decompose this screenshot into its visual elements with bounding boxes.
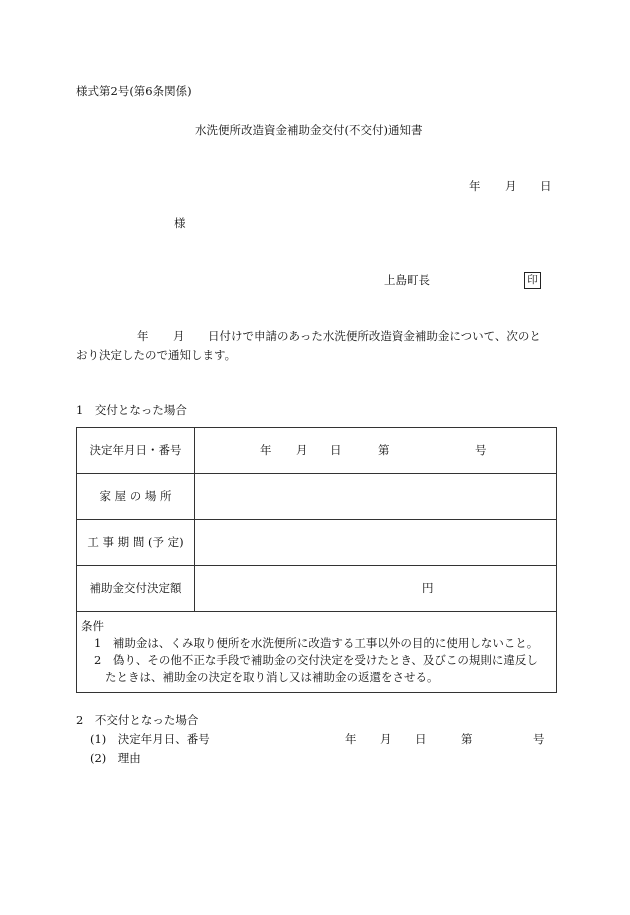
decision-dai-label: 第: [378, 443, 390, 457]
decision-year-label: 年: [260, 443, 272, 457]
date-year-label: 年: [469, 179, 481, 193]
grant-amount-label: 補助金交付決定額: [77, 566, 195, 611]
refusal-date-number-label: (1) 決定年月日、番号: [90, 732, 210, 746]
body-month-label: 月: [173, 329, 185, 343]
body-year-label: 年: [137, 329, 149, 343]
decision-date-number-label: 決定年月日・番号: [77, 428, 195, 473]
date-month-label: 月: [505, 179, 517, 193]
condition-item-1: 1 補助金は、くみ取り便所を水洗便所に改造する工事以外の目的に使用しないこと。: [94, 636, 539, 650]
body-text-line2: おり決定したので通知します。: [76, 348, 237, 362]
yen-label: 円: [422, 581, 434, 595]
refusal-year-label: 年: [345, 732, 357, 746]
date-day-label: 日: [540, 179, 552, 193]
conditions-title: 条件: [81, 619, 104, 633]
section1-heading: 1 交付となった場合: [76, 403, 187, 417]
section2-heading: 2 不交付となった場合: [76, 713, 199, 727]
construction-period-label: 工 事 期 間 (予 定): [77, 520, 195, 565]
body-text-line1: 日付けで申請のあった水洗便所改造資金補助金について、次のと: [208, 329, 541, 343]
table-row: [77, 566, 556, 612]
issuer-name: 上島町長: [384, 273, 430, 287]
document-title: 水洗便所改造資金補助金交付(不交付)通知書: [195, 123, 423, 137]
table-row: [77, 520, 556, 566]
refusal-day-label: 日: [415, 732, 427, 746]
addressee-suffix: 様: [174, 216, 186, 230]
decision-month-label: 月: [296, 443, 308, 457]
condition-item-2-line2: たときは、補助金の決定を取り消し又は補助金の返還をさせる。: [105, 670, 439, 684]
condition-item-2-line1: 2 偽り、その他不正な手段で補助金の交付決定を受けたとき、及びこの規則に違反し: [94, 653, 538, 667]
decision-day-label: 日: [330, 443, 342, 457]
refusal-month-label: 月: [380, 732, 392, 746]
form-number: 様式第2号(第6条関係): [76, 84, 192, 98]
refusal-go-label: 号: [533, 732, 545, 746]
grant-decision-table: [76, 427, 557, 693]
decision-go-label: 号: [475, 443, 487, 457]
seal-mark: 印: [524, 272, 541, 289]
refusal-dai-label: 第: [461, 732, 473, 746]
table-row: [77, 428, 556, 474]
table-row: [77, 474, 556, 520]
house-location-label: 家 屋 の 場 所: [77, 474, 195, 519]
refusal-reason-label: (2) 理由: [90, 751, 141, 765]
